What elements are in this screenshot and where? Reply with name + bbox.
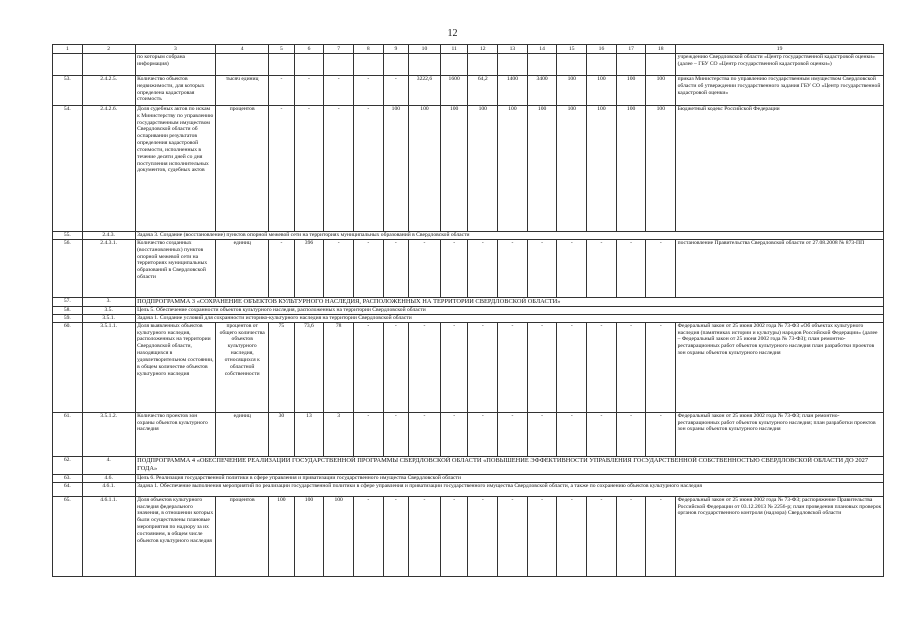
table-cell: 3222,6 bbox=[409, 76, 441, 106]
table-row bbox=[53, 456, 884, 474]
table-cell: - bbox=[383, 76, 408, 106]
header-cell: 10 bbox=[409, 45, 441, 54]
table-cell: - bbox=[353, 412, 383, 456]
table-row bbox=[53, 76, 884, 106]
table-cell: 1400 bbox=[498, 76, 528, 106]
table-cell: ПОДПРОГРАММА 4 «ОБЕСПЕЧЕНИЕ РЕАЛИЗАЦИИ ГОСУДАРСТВЕННОЙ ПРОГРАММЫ СВЕРДЛОВСКОЙ ОБЛАСТИ «ПОВЫШЕНИЕ ЭФФЕКТИВНОСТИ УПРАВЛЕНИЯ ГОСУДАРСТВЕННОЙ СОБСТВЕННОСТЬЮ СВЕРДЛОВСКОЙ ОБЛАСТИ ДО 2027 ГОДА» bbox=[135, 456, 883, 474]
table-cell: 1600 bbox=[440, 76, 468, 106]
table-cell: 13 bbox=[294, 412, 324, 456]
table-cell: 2.4.2.6. bbox=[82, 106, 135, 232]
table-cell: - bbox=[383, 496, 408, 576]
header-cell: 17 bbox=[616, 45, 646, 54]
table-cell: Доля объектов культурного наследия федерального значения, в отношении которых были осуществлены плановые мероприятия по надзору за их состоянием, в общем числе объектов культурного наследия bbox=[135, 496, 216, 576]
table-cell: 61. bbox=[53, 412, 83, 456]
table-cell: - bbox=[498, 412, 528, 456]
table-cell bbox=[527, 54, 557, 76]
header-cell: 18 bbox=[646, 45, 676, 54]
table-cell: 3.5. bbox=[82, 306, 135, 314]
table-cell: - bbox=[498, 240, 528, 298]
table-cell: 60. bbox=[53, 322, 83, 412]
table-cell: 3.5.1. bbox=[82, 314, 135, 322]
table-cell: Доля выявленных объектов культурного наследия, расположенных на территории Свердловской области, находящихся в удовлетворительном состоянии, в общем количестве объектов культурного наследия bbox=[135, 322, 216, 412]
table-cell: - bbox=[616, 496, 646, 576]
table-cell: - bbox=[557, 322, 587, 412]
table-cell bbox=[587, 54, 617, 76]
header-cell: 1 bbox=[53, 45, 83, 54]
table-cell bbox=[646, 54, 676, 76]
table-cell: 3.5.1.1. bbox=[82, 322, 135, 412]
table-row bbox=[53, 322, 884, 412]
table-cell: Цель 5. Обеспечение сохранности объектов культурного наследия, расположенных на территории Свердловской области bbox=[135, 306, 883, 314]
header-cell: 2 bbox=[82, 45, 135, 54]
table-cell: 3.5.1.2. bbox=[82, 412, 135, 456]
table-cell: - bbox=[269, 240, 294, 298]
header-cell: 19 bbox=[676, 45, 884, 54]
table-cell: 3 bbox=[324, 412, 354, 456]
table-body bbox=[53, 45, 884, 577]
table-cell: Федеральный закон от 25 июня 2002 года № 73-ФЗ; план ремонтно-реставрационных работ объектов культурного наследия; план разработки проектов зон охраны объектов культурного наследия bbox=[676, 412, 884, 456]
table-cell: - bbox=[383, 322, 408, 412]
table-cell: 100 bbox=[383, 106, 408, 232]
table-cell: 2.4.3.1. bbox=[82, 240, 135, 298]
table-row bbox=[53, 496, 884, 576]
table-cell: - bbox=[324, 76, 354, 106]
table-cell: 63. bbox=[53, 474, 83, 482]
header-cell: 9 bbox=[383, 45, 408, 54]
table-cell: - bbox=[440, 412, 468, 456]
table-cell: - bbox=[646, 496, 676, 576]
table-cell bbox=[353, 54, 383, 76]
table-cell: процентов bbox=[216, 106, 269, 232]
table-cell: 100 bbox=[498, 106, 528, 232]
table-cell: 100 bbox=[468, 106, 498, 232]
table-cell: - bbox=[587, 496, 617, 576]
table-cell: 100 bbox=[294, 496, 324, 576]
table-cell: - bbox=[587, 240, 617, 298]
table-cell: - bbox=[294, 76, 324, 106]
table-cell: 62. bbox=[53, 456, 83, 474]
table-cell: - bbox=[527, 496, 557, 576]
table-cell bbox=[53, 54, 83, 76]
table-cell: 57. bbox=[53, 298, 83, 307]
table-cell: 100 bbox=[269, 496, 294, 576]
table-cell bbox=[468, 54, 498, 76]
table-cell: - bbox=[409, 496, 441, 576]
table-cell: - bbox=[353, 76, 383, 106]
table-cell: 3. bbox=[82, 298, 135, 307]
table-cell: Федеральный закон от 25 июня 2002 года № 73-ФЗ; распоряжение Правительства Российской Федерации от 03.12.2013 № 2256-р; план проведения плановых проверок органов государственного контроля (надзора) Свердловской области bbox=[676, 496, 884, 576]
header-cell: 12 bbox=[468, 45, 498, 54]
table-cell: 4.6.1. bbox=[82, 482, 135, 496]
header-cell: 13 bbox=[498, 45, 528, 54]
table-cell bbox=[269, 54, 294, 76]
table-cell bbox=[440, 54, 468, 76]
header-cell: 4 bbox=[216, 45, 269, 54]
table-cell: по которым собрана информация) bbox=[135, 54, 216, 76]
table-cell bbox=[324, 54, 354, 76]
table-cell bbox=[294, 54, 324, 76]
header-cell: 16 bbox=[587, 45, 617, 54]
table-cell: Количество проектов зон охраны объектов культурного наследия bbox=[135, 412, 216, 456]
table-cell: Доля судебных актов по искам к Министерству по управлению государственным имуществом Свердловской области об оспаривании результатов определения кадастровой стоимости, исполненных в течение десяти дней со дня поступления исполнительных документов, судебных актов bbox=[135, 106, 216, 232]
table-cell: - bbox=[269, 106, 294, 232]
table-cell: - bbox=[587, 412, 617, 456]
table-cell: 2.4.2.5. bbox=[82, 76, 135, 106]
table-cell: 59. bbox=[53, 314, 83, 322]
table-row bbox=[53, 412, 884, 456]
table-cell: 58. bbox=[53, 306, 83, 314]
table-cell: Бюджетный кодекс Российской Федерации bbox=[676, 106, 884, 232]
header-cell: 3 bbox=[135, 45, 216, 54]
header-cell: 15 bbox=[557, 45, 587, 54]
table-cell: ПОДПРОГРАММА 3 «СОХРАНЕНИЕ ОБЪЕКТОВ КУЛЬТУРНОГО НАСЛЕДИЯ, РАСПОЛОЖЕННЫХ НА ТЕРРИТОРИИ СВЕРДЛОВСКОЙ ОБЛАСТИ» bbox=[135, 298, 883, 307]
table-cell: - bbox=[409, 412, 441, 456]
table-cell: тысяч единиц bbox=[216, 76, 269, 106]
table-cell: - bbox=[616, 412, 646, 456]
table-cell: 53. bbox=[53, 76, 83, 106]
header-cell: 14 bbox=[527, 45, 557, 54]
header-cell: 11 bbox=[440, 45, 468, 54]
table-cell: 100 bbox=[646, 76, 676, 106]
table-cell: - bbox=[269, 76, 294, 106]
table-cell: Задача 3. Создание (восстановление) пунктов опорной межевой сети на территориях муниципальных образований в Свердловской области bbox=[135, 232, 883, 240]
table-cell: - bbox=[468, 496, 498, 576]
header-cell: 6 bbox=[294, 45, 324, 54]
table-cell: - bbox=[294, 106, 324, 232]
table-cell: 54. bbox=[53, 106, 83, 232]
header-cell: 5 bbox=[269, 45, 294, 54]
table-row bbox=[53, 240, 884, 298]
table-cell: Количество объектов недвижимости, для которых определена кадастровая стоимость bbox=[135, 76, 216, 106]
table-cell: - bbox=[468, 322, 498, 412]
table-cell bbox=[82, 54, 135, 76]
table-row bbox=[53, 298, 884, 307]
table-row bbox=[53, 482, 884, 496]
table-cell: - bbox=[527, 412, 557, 456]
table-cell: 4.6.1.1. bbox=[82, 496, 135, 576]
header-row bbox=[53, 45, 884, 54]
table-cell: - bbox=[527, 240, 557, 298]
table-cell: 100 bbox=[646, 106, 676, 232]
table-cell: 100 bbox=[616, 106, 646, 232]
table-cell: 100 bbox=[557, 76, 587, 106]
table-cell: - bbox=[557, 412, 587, 456]
table-cell bbox=[616, 54, 646, 76]
table-cell: - bbox=[646, 322, 676, 412]
table-cell: - bbox=[353, 240, 383, 298]
table-cell: - bbox=[498, 322, 528, 412]
table-cell: 4. bbox=[82, 456, 135, 474]
table-cell: - bbox=[440, 240, 468, 298]
table-cell bbox=[409, 54, 441, 76]
table-cell: 100 bbox=[587, 76, 617, 106]
table-cell: 100 bbox=[409, 106, 441, 232]
table-row bbox=[53, 306, 884, 314]
table-cell: 56. bbox=[53, 240, 83, 298]
table-cell: Задача 1. Обеспечение выполнения мероприятий по реализации государственной политики в сфере управления и приватизации государственного имущества Свердловской области, а также по сохранению объектов культурного наследия bbox=[135, 482, 883, 496]
table-row bbox=[53, 232, 884, 240]
table-row bbox=[53, 314, 884, 322]
table-cell: постановление Правительства Свердловской области от 27.08.2008 № 873-ПП bbox=[676, 240, 884, 298]
table-cell bbox=[557, 54, 587, 76]
table-cell: - bbox=[646, 240, 676, 298]
table-cell: 100 bbox=[587, 106, 617, 232]
table-cell: - bbox=[527, 322, 557, 412]
table-cell: 2.4.3. bbox=[82, 232, 135, 240]
table-cell: - bbox=[468, 240, 498, 298]
table-cell: - bbox=[498, 496, 528, 576]
table-cell: - bbox=[324, 240, 354, 298]
table-row bbox=[53, 54, 884, 76]
table-cell: - bbox=[324, 106, 354, 232]
header-cell: 7 bbox=[324, 45, 354, 54]
table-cell: 64. bbox=[53, 482, 83, 496]
table-cell: 78 bbox=[324, 322, 354, 412]
table-cell: учреждению Свердловской области «Центр государственной кадастровой оценки» (далее – ГБУ СО «Центр государственной кадастровой оценки») bbox=[676, 54, 884, 76]
table-cell: 65. bbox=[53, 496, 83, 576]
table-cell bbox=[498, 54, 528, 76]
table-cell: 100 bbox=[440, 106, 468, 232]
table-cell: - bbox=[646, 412, 676, 456]
table-cell: - bbox=[616, 240, 646, 298]
table-cell: - bbox=[440, 322, 468, 412]
page-number: 12 bbox=[447, 28, 458, 39]
table-cell: Задача 1. Создание условий для сохранности историко-культурного наследия на территории Свердловской области bbox=[135, 314, 883, 322]
table-cell: 64,2 bbox=[468, 76, 498, 106]
table-cell: 73,6 bbox=[294, 322, 324, 412]
table-cell: 100 bbox=[616, 76, 646, 106]
table-cell: 396 bbox=[294, 240, 324, 298]
table-cell: Цель 6. Реализация государственной политики в сфере управления и приватизации государственного имущества Свердловской области bbox=[135, 474, 883, 482]
table-cell: - bbox=[616, 322, 646, 412]
table-cell: 55. bbox=[53, 232, 83, 240]
table-cell: - bbox=[353, 322, 383, 412]
table-row bbox=[53, 474, 884, 482]
table-cell: процентов от общего количества объектов культурного наследия, относящихся к областной собственности bbox=[216, 322, 269, 412]
table-cell: процентов bbox=[216, 496, 269, 576]
table-cell: 100 bbox=[324, 496, 354, 576]
table-cell: 3400 bbox=[527, 76, 557, 106]
table-cell: - bbox=[383, 412, 408, 456]
table-cell bbox=[383, 54, 408, 76]
table-cell: Федеральный закон от 25 июня 2002 года № 73-ФЗ «Об объектах культурного наследия (памятниках истории и культуры) народов Российской Федерации» (далее – Федеральный закон от 25 июня 2002 года № 73-ФЗ); план ремонтно-реставрационных работ объектов культурного наследия план разработки проектов зон охраны объектов культурного наследия bbox=[676, 322, 884, 412]
indicators-table bbox=[52, 44, 884, 577]
table-cell: 100 bbox=[527, 106, 557, 232]
table-cell: - bbox=[409, 240, 441, 298]
table-cell: 4.6. bbox=[82, 474, 135, 482]
table-cell: - bbox=[353, 106, 383, 232]
table-cell: - bbox=[557, 496, 587, 576]
table-cell: - bbox=[383, 240, 408, 298]
table-cell: 30 bbox=[269, 412, 294, 456]
table-row bbox=[53, 106, 884, 232]
table-cell: единиц bbox=[216, 412, 269, 456]
table-cell: 75 bbox=[269, 322, 294, 412]
table-cell: единиц bbox=[216, 240, 269, 298]
table-cell: - bbox=[557, 240, 587, 298]
header-cell: 8 bbox=[353, 45, 383, 54]
table-cell: приказ Министерства по управлению государственным имуществом Свердловской области об утверждении государственного задания ГБУ СО «Центр государственной кадастровой оценки» bbox=[676, 76, 884, 106]
table-cell: - bbox=[440, 496, 468, 576]
table-cell: Количество созданных (восстановленных) пунктов опорной межевой сети на территориях муниципальных образований в Свердловской области bbox=[135, 240, 216, 298]
table-cell: 100 bbox=[557, 106, 587, 232]
table-cell: - bbox=[587, 322, 617, 412]
table-cell: - bbox=[353, 496, 383, 576]
table-cell: - bbox=[409, 322, 441, 412]
table-cell: - bbox=[468, 412, 498, 456]
table-cell bbox=[216, 54, 269, 76]
